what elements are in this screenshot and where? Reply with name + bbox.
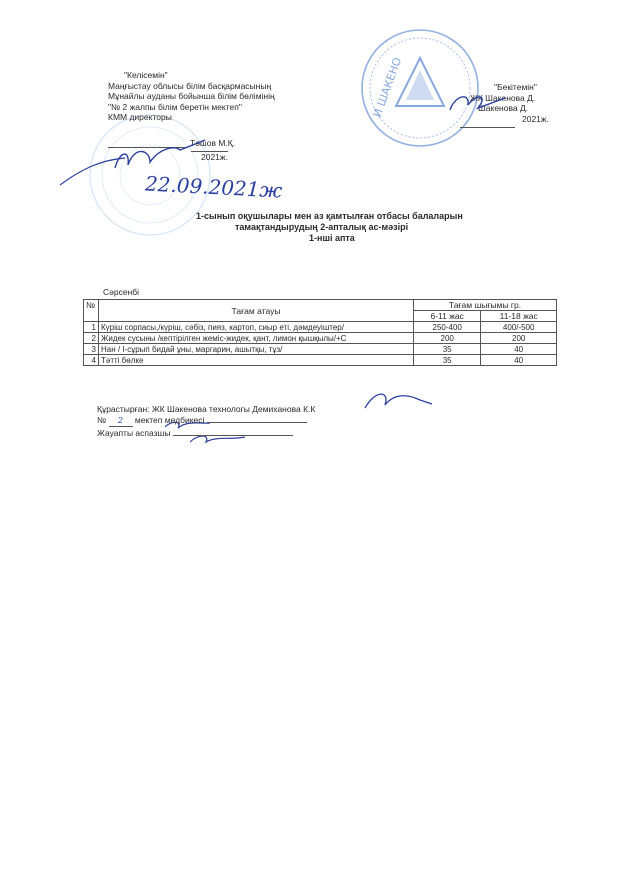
compiled-by: Құрастырған: ЖК Шакенова технологы Демиханова К.К bbox=[97, 404, 316, 414]
nurse-sign-line bbox=[207, 422, 307, 423]
row-no: 3 bbox=[84, 344, 99, 355]
row-no: 1 bbox=[84, 322, 99, 333]
row-v1: 35 bbox=[414, 355, 481, 366]
row-name: Жидек сусыны /кептірілген жеміс-жидек, қант, лимон қышқылы/+С bbox=[99, 333, 414, 344]
row-v1: 250-400 bbox=[414, 322, 481, 333]
approved-label: "Бекітемін" bbox=[494, 82, 537, 92]
row-v2: 40 bbox=[481, 355, 557, 366]
row-name: Нан / I-сұрып бидай ұны, маргарин, ашытқы, тұз/ bbox=[99, 344, 414, 355]
row-v1: 200 bbox=[414, 333, 481, 344]
header-no: № bbox=[84, 300, 99, 322]
handwritten-date: 22.09.2021ж bbox=[144, 171, 283, 203]
menu-title-1: 1-сынып оқушылары мен аз қамтылған отбасы балаларын bbox=[196, 211, 463, 221]
table-row bbox=[84, 322, 557, 333]
nurse-line bbox=[97, 415, 307, 427]
table-row bbox=[84, 355, 557, 366]
left-line-4: КММ директоры bbox=[108, 112, 172, 122]
left-line-3: "№ 2 жалпы білім беретін мектеп" bbox=[108, 101, 242, 112]
responsible-sign-line bbox=[173, 435, 293, 436]
left-line-2: Мұнайлы ауданы бойынша білім бөлімінің bbox=[108, 91, 275, 101]
seal-text: И ШАКЕНО bbox=[370, 55, 405, 120]
responsible-label: Жауапты аспазшы bbox=[97, 428, 171, 438]
nurse-label: мектеп медбикесі bbox=[134, 415, 205, 425]
row-no: 2 bbox=[84, 333, 99, 344]
left-year: 2021ж. bbox=[191, 151, 228, 162]
menu-table bbox=[83, 299, 557, 366]
table-row bbox=[84, 333, 557, 344]
row-v1: 35 bbox=[414, 344, 481, 355]
row-v2: 40 bbox=[481, 344, 557, 355]
header-name: Тағам атауы bbox=[99, 300, 414, 322]
row-no: 4 bbox=[84, 355, 99, 366]
responsible-line bbox=[97, 428, 293, 438]
table-row bbox=[84, 344, 557, 355]
left-signer: Тәшов М.Қ. bbox=[190, 138, 236, 148]
agreed-label: "Келісемін" bbox=[124, 70, 168, 80]
nurse-prefix: № bbox=[97, 415, 107, 425]
row-v2: 400/-500 bbox=[481, 322, 557, 333]
right-year: 2021ж. bbox=[522, 113, 549, 124]
right-line-2: Шакенова Д. bbox=[478, 103, 529, 113]
row-name: Тәтті бөлке bbox=[99, 355, 414, 366]
day-label: Сәрсенбі bbox=[103, 287, 140, 297]
header-age-2: 11-18 жас bbox=[481, 311, 557, 322]
menu-title-2: тамақтандырудың 2-апталық ас-мәзірі bbox=[235, 222, 409, 232]
right-line-1: ЖК Шакенова Д. bbox=[470, 92, 536, 103]
header-age-1: 6-11 жас bbox=[414, 311, 481, 322]
left-line-1: Маңғыстау облысы білім басқармасының bbox=[108, 80, 272, 91]
nurse-number: 2 bbox=[109, 416, 133, 427]
menu-title-3: 1-нші апта bbox=[309, 233, 355, 243]
row-name: Күріш сорпасы,/күріш, сәбіз, пияз, картоп, сиыр еті, дәмдеуіштер/ bbox=[99, 322, 414, 333]
row-v2: 200 bbox=[481, 333, 557, 344]
header-yield: Тағам шығымы гр. bbox=[414, 300, 557, 311]
